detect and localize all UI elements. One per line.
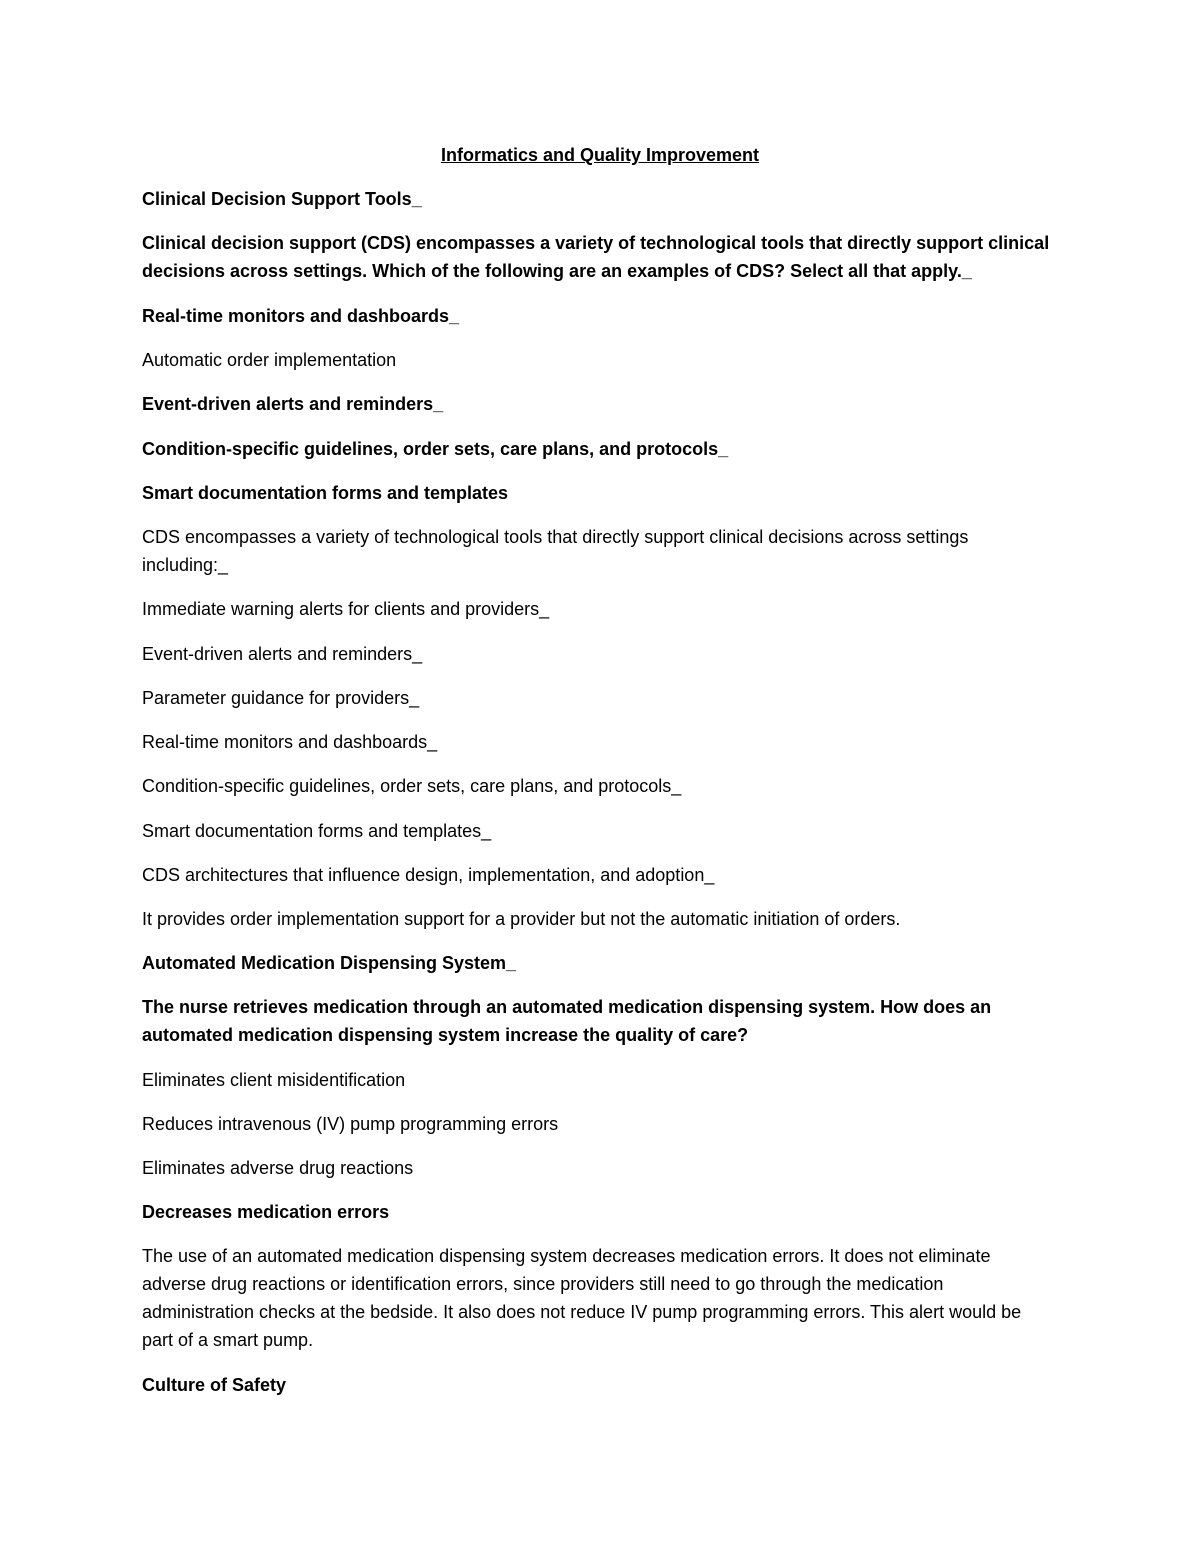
answer-option-correct: Smart documentation forms and templates bbox=[142, 483, 509, 503]
rationale-list-item: CDS architectures that influence design, implementation, and adoption_ bbox=[142, 865, 715, 885]
answer-option: Automatic order implementation bbox=[142, 350, 397, 370]
question-dispensing: The nurse retrieves medication through an automated medication dispensing system. How does an automated medication dispensing system increase the quality of care? bbox=[142, 997, 992, 1045]
rationale-list-item: Event-driven alerts and reminders_ bbox=[142, 644, 423, 664]
section-heading-culture-of-safety: Culture of Safety bbox=[142, 1375, 287, 1395]
rationale-list-item: Smart documentation forms and templates_ bbox=[142, 821, 492, 841]
section-heading-dispensing: Automated Medication Dispensing System_ bbox=[142, 953, 517, 973]
question-cds: Clinical decision support (CDS) encompasses a variety of technological tools that directly support clinical decisions across settings. Which of the following are an examples of CDS? Select all that apply._ bbox=[142, 233, 1050, 281]
answer-option: Eliminates client misidentification bbox=[142, 1070, 406, 1090]
answer-option-correct: Event-driven alerts and reminders_ bbox=[142, 394, 444, 414]
rationale-dispensing: The use of an automated medication dispensing system decreases medication errors. It does not eliminate adverse drug reactions or identification errors, since providers still need to go through the medication administration checks at the bedside. It also does not reduce IV pump programming errors. This alert would be part of a smart pump. bbox=[142, 1246, 1022, 1350]
rationale-list-item: Immediate warning alerts for clients and providers_ bbox=[142, 599, 550, 619]
answer-option: Reduces intravenous (IV) pump programming errors bbox=[142, 1114, 559, 1134]
rationale-list-item: Real-time monitors and dashboards_ bbox=[142, 732, 438, 752]
answer-option: Eliminates adverse drug reactions bbox=[142, 1158, 414, 1178]
rationale-list-item: Parameter guidance for providers_ bbox=[142, 688, 420, 708]
rationale-intro: CDS encompasses a variety of technological tools that directly support clinical decisions across settings including:_ bbox=[142, 527, 969, 575]
section-heading-cds-tools: Clinical Decision Support Tools_ bbox=[142, 189, 422, 209]
answer-option-correct: Condition-specific guidelines, order sets, care plans, and protocols_ bbox=[142, 439, 729, 459]
rationale-list-item: Condition-specific guidelines, order sets, care plans, and protocols_ bbox=[142, 776, 682, 796]
document-title: Informatics and Quality Improvement bbox=[440, 145, 760, 165]
rationale-note: It provides order implementation support for a provider but not the automatic initiation of orders. bbox=[142, 909, 901, 929]
answer-option-correct: Decreases medication errors bbox=[142, 1202, 390, 1222]
answer-option-correct: Real-time monitors and dashboards_ bbox=[142, 306, 460, 326]
